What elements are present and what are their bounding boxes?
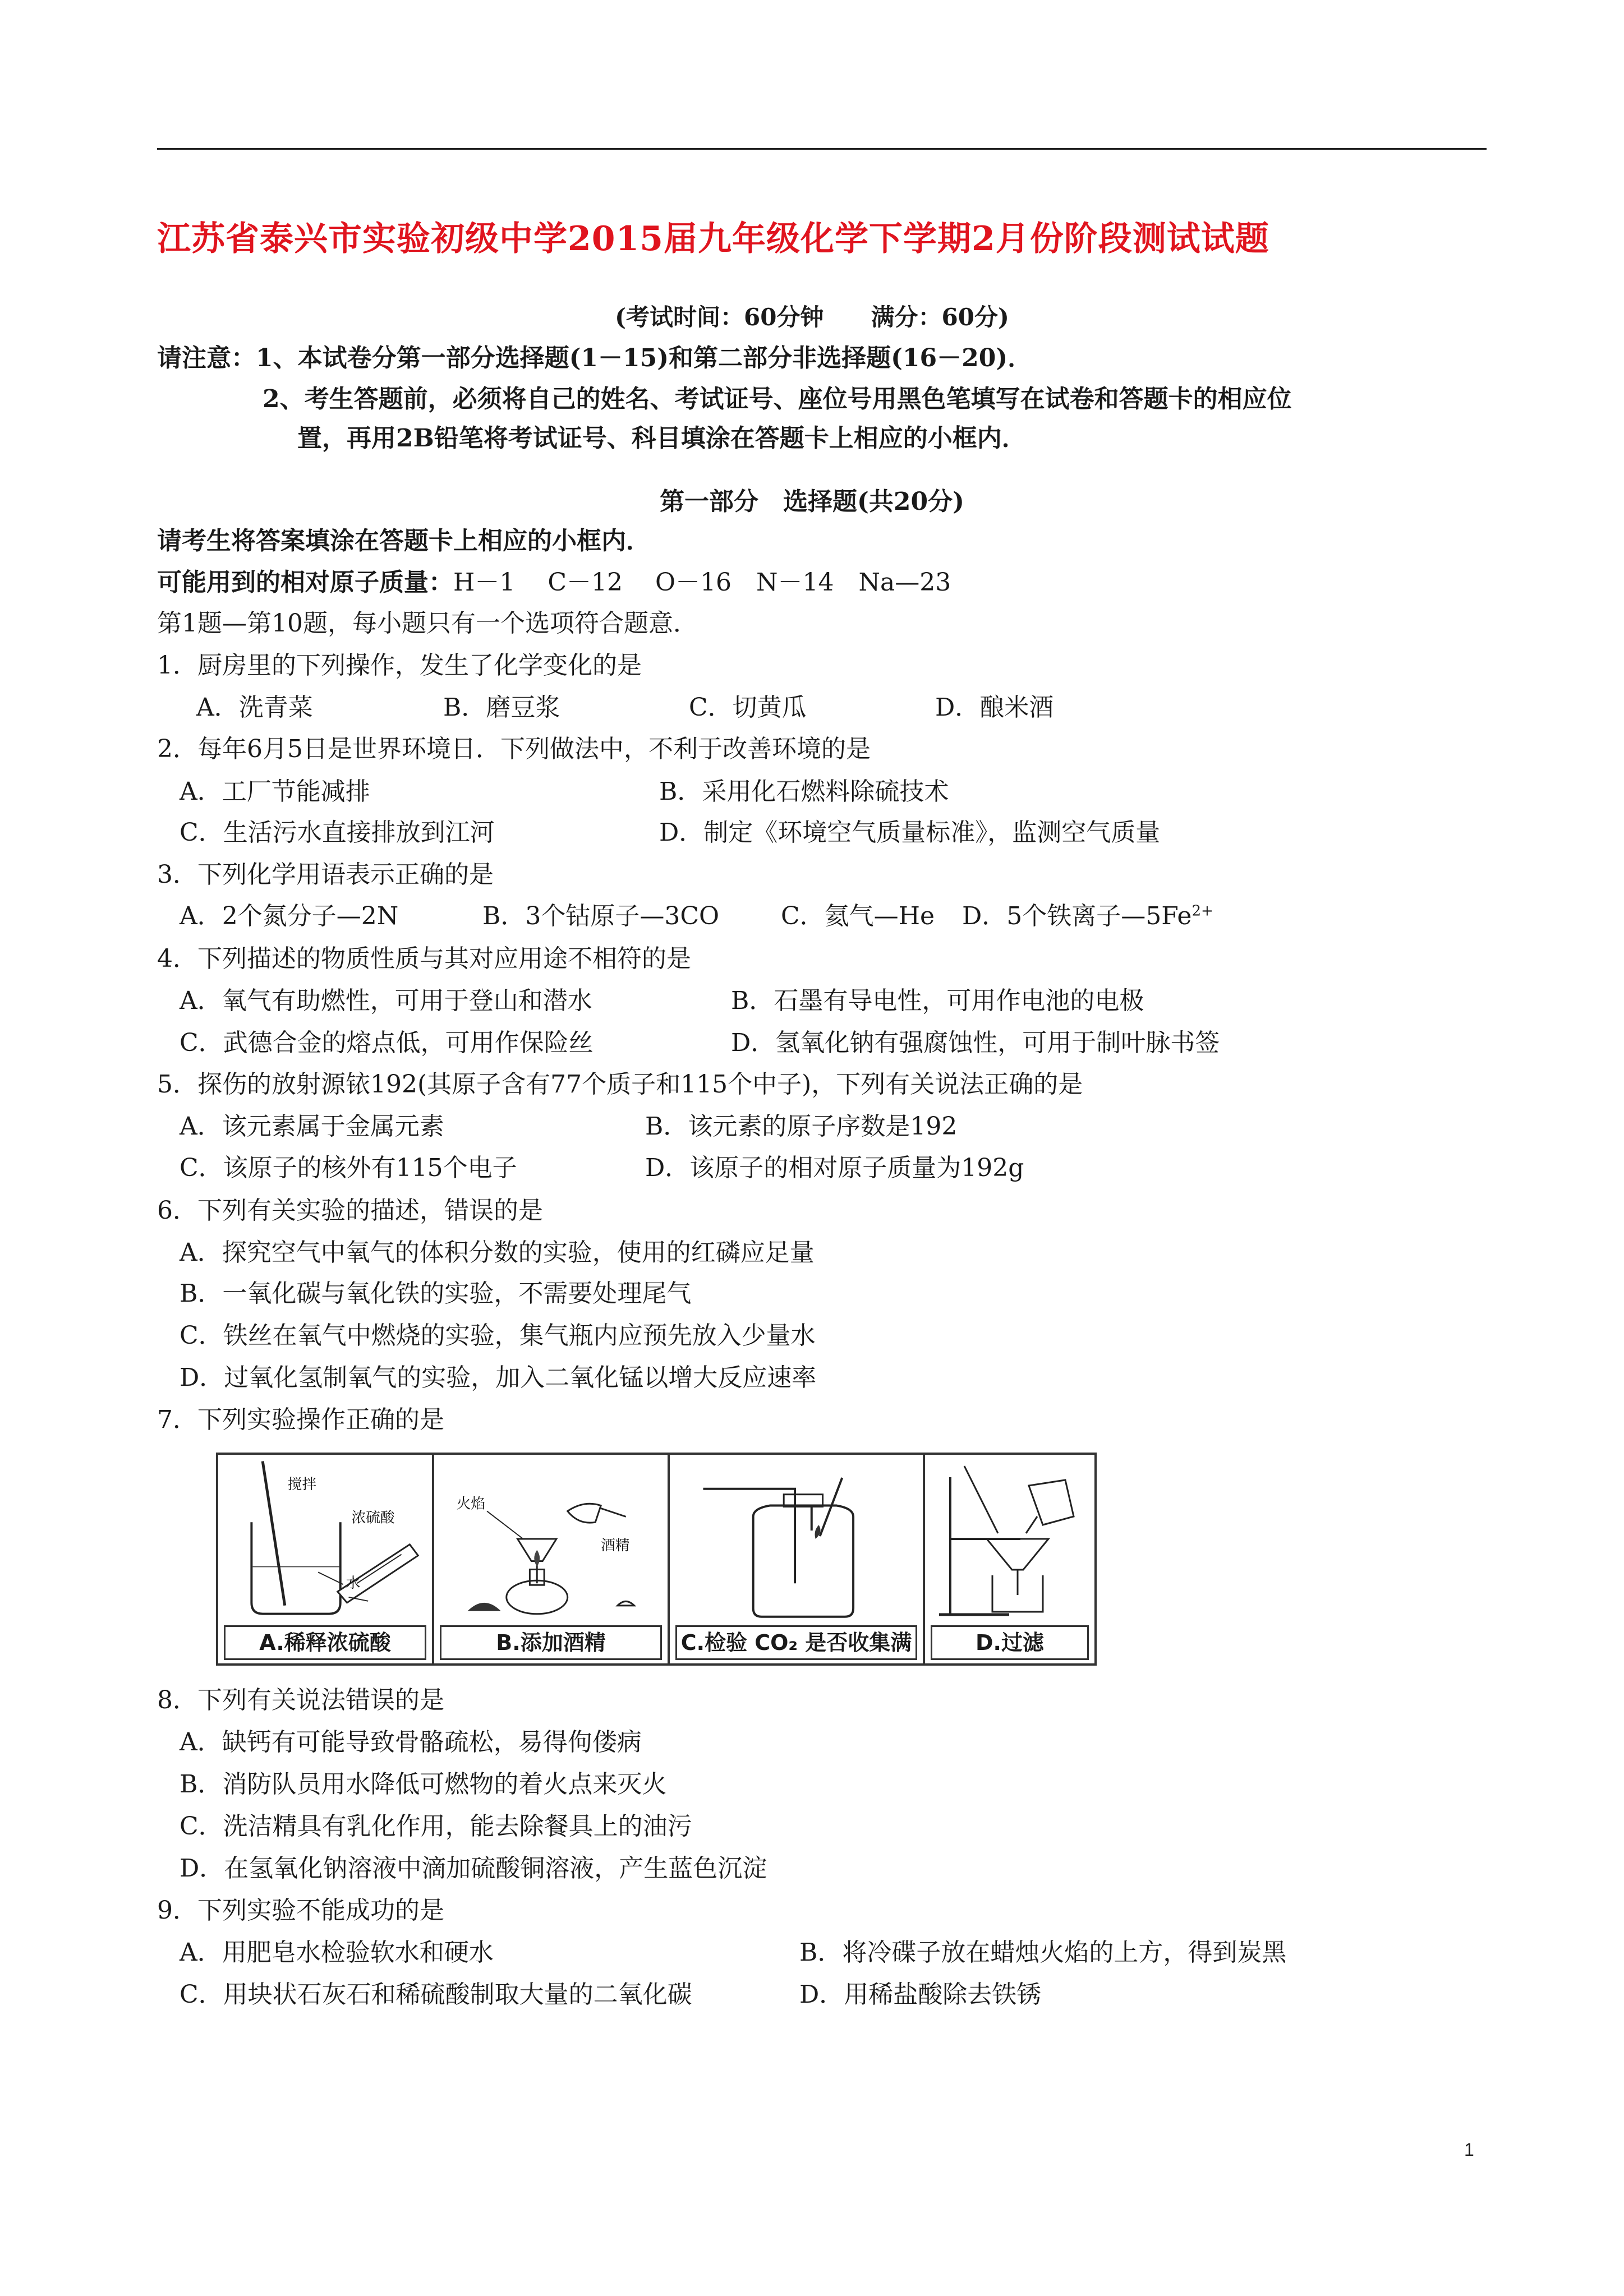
label-stir: 搅拌: [287, 1476, 317, 1493]
panel-c: [670, 1455, 925, 1663]
option-c: C．洗洁精具有乳化作用，能去除餐具上的油污: [180, 1812, 692, 1841]
option-a: A．工厂节能减排: [180, 777, 370, 806]
option-a: A．氧气有助燃性，可用于登山和潜水: [180, 986, 592, 1015]
lab-operations-figure: [216, 1453, 1097, 1666]
question-stem: 5．探伤的放射源铱192(其原子含有77个质子和115个中子)，下列有关说法正确的是: [157, 1070, 1083, 1099]
add-alcohol-illustration: [434, 1455, 668, 1623]
header-rule: [157, 148, 1487, 150]
label-acid: 浓硫酸: [351, 1509, 395, 1527]
section-heading: 第一部分 选择题(共20分): [660, 487, 964, 516]
option-c: C．生活污水直接排放到江河: [180, 818, 495, 847]
note-item: 置，再用2B铅笔将考试证号、科目填涂在答题卡上相应的小框内．: [297, 424, 1027, 453]
option-c: C．切黄瓜: [689, 693, 807, 722]
option-b: B．一氧化碳与氧化铁的实验，不需要处理尾气: [180, 1279, 692, 1308]
panel-b: [434, 1455, 670, 1663]
option-c: C．铁丝在氧气中燃烧的实验，集气瓶内应预先放入少量水: [180, 1321, 816, 1350]
option-c: C．用块状石灰石和稀硫酸制取大量的二氧化碳: [180, 1980, 692, 2009]
panel-d: [925, 1455, 1094, 1663]
option-d: D．该原子的相对原子质量为192g: [645, 1154, 1024, 1182]
question-stem: 2．每年6月5日是世界环境日．下列做法中，不利于改善环境的是: [157, 735, 871, 763]
label-water: 水: [346, 1575, 361, 1592]
option-b: B．磨豆浆: [443, 693, 560, 722]
option-b: B．该元素的原子序数是192: [645, 1112, 958, 1141]
notes-line-1: [157, 346, 1032, 371]
question-stem: 7．下列实验操作正确的是: [157, 1405, 444, 1434]
option-c: C．该原子的核外有115个电子: [180, 1154, 517, 1182]
caption-a: A.稀释浓硫酸: [224, 1625, 426, 1660]
option-a: A．缺钙有可能导致骨骼疏松，易得佝偻病: [180, 1728, 642, 1756]
caption-c: C.检验 CO₂ 是否收集满: [675, 1625, 917, 1660]
option-c: C．武德合金的熔点低，可用作保险丝: [180, 1029, 594, 1057]
question-stem: 8．下列有关说法错误的是: [157, 1686, 444, 1714]
notes-label: 请注意：: [157, 344, 256, 372]
option-a: A．探究空气中氧气的体积分数的实验，使用的红磷应足量: [180, 1238, 815, 1267]
option-a: A．洗青菜: [196, 693, 313, 722]
caption-b: B.添加酒精: [440, 1625, 662, 1660]
option-d: D．氢氧化钠有强腐蚀性，可用于制叶脉书签: [731, 1029, 1220, 1057]
option-b: B．采用化石燃料除硫技术: [659, 777, 949, 806]
option-b: B．3个钴原子—3CO: [482, 902, 720, 930]
atomic-masses: 可能用到的相对原子质量：H－1 C－12 O－16 N－14 Na—23: [157, 568, 951, 597]
question-stem: 4．下列描述的物质性质与其对应用途不相符的是: [157, 944, 691, 973]
question-stem: 3．下列化学用语表示正确的是: [157, 860, 494, 889]
option-d: D．在氢氧化钠溶液中滴加硫酸铜溶液，产生蓝色沉淀: [180, 1854, 767, 1883]
range-note: 第1题—第10题，每小题只有一个选项符合题意．: [157, 609, 698, 638]
option-d: D．制定《环境空气质量标准》，监测空气质量: [659, 818, 1161, 847]
question-stem: 1．厨房里的下列操作，发生了化学变化的是: [157, 651, 642, 680]
option-d: D．过氧化氢制氧气的实验，加入二氧化锰以增大反应速率: [180, 1363, 817, 1392]
option-d: D．用稀盐酸除去铁锈: [799, 1980, 1042, 2009]
option-b: B．石墨有导电性，可用作电池的电极: [731, 986, 1144, 1015]
panel-a: [218, 1455, 434, 1663]
exam-info: (考试时间：60分钟 满分：60分): [615, 303, 1009, 331]
question-stem: 6．下列有关实验的描述，错误的是: [157, 1196, 543, 1225]
document-title: 江苏省泰兴市实验初级中学2015届九年级化学下学期2月份阶段测试试题: [157, 219, 1269, 259]
dilute-acid-illustration: [218, 1455, 432, 1623]
section-instruction: 请考生将答案填涂在答题卡上相应的小框内．: [157, 527, 651, 555]
option-d: D．酿米酒: [935, 693, 1054, 722]
option-c: C．氦气—He: [781, 902, 935, 930]
note-item: 1、本试卷分第一部分选择题(1－15)和第二部分非选择题(16－20)．: [256, 344, 1033, 372]
charge-superscript: 2+: [1191, 902, 1213, 920]
question-stem: 9．下列实验不能成功的是: [157, 1896, 444, 1925]
option-a: A．用肥皂水检验软水和硬水: [180, 1938, 494, 1967]
co2-test-illustration: [670, 1455, 923, 1623]
option-a: A．该元素属于金属元素: [180, 1112, 444, 1141]
option-d: D．5个铁离子$—5Fe^{2+}$: [962, 902, 1213, 930]
label-flame: 火焰: [456, 1495, 486, 1513]
note-item: 2、考生答题前，必须将自己的姓名、考试证号、座位号用黑色笔填写在试卷和答题卡的相应位: [263, 385, 1292, 413]
option-b: B．消防队员用水降低可燃物的着火点来灭火: [180, 1770, 667, 1799]
caption-d: D.过滤: [931, 1625, 1089, 1660]
option-a: A．2个氮分子—2N: [180, 902, 399, 930]
page-number: 1: [1464, 2140, 1474, 2160]
option-b: B．将冷碟子放在蜡烛火焰的上方，得到炭黑: [799, 1938, 1287, 1967]
filtration-illustration: [925, 1455, 1094, 1623]
label-alcohol: 酒精: [601, 1537, 630, 1554]
